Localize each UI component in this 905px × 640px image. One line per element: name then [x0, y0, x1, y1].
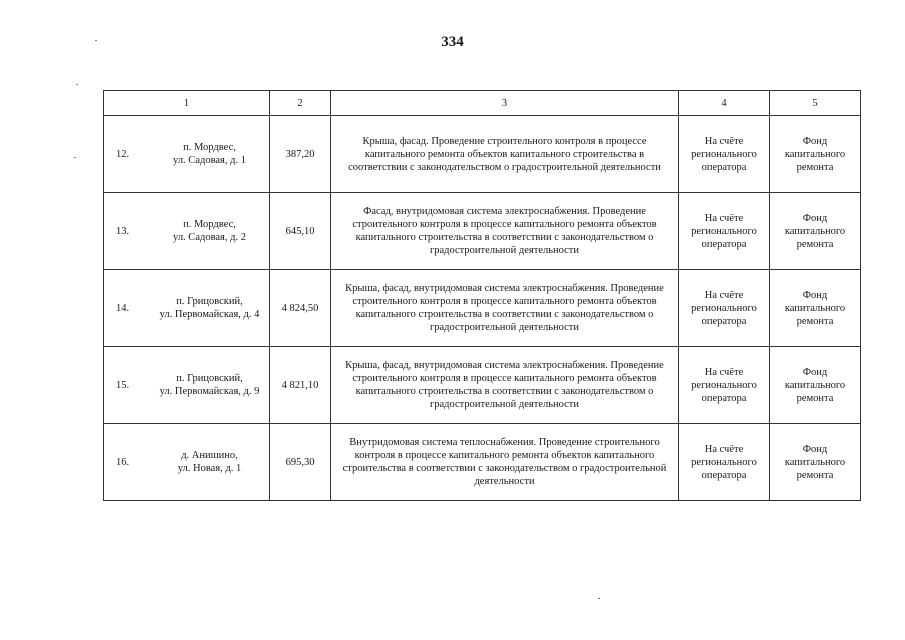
scan-speck [598, 598, 600, 599]
column-header: 2 [270, 91, 331, 116]
account-text: регионального [691, 379, 757, 391]
address-street: ул. Первомайская, д. 4 [159, 309, 260, 320]
row-number: 13. [116, 225, 130, 237]
account-text: На счёте [704, 289, 744, 301]
column-header: 3 [331, 91, 679, 116]
address-street: ул. Первомайская, д. 9 [159, 386, 260, 397]
address-street: ул. Новая, д. 1 [177, 463, 242, 474]
funding-source-text: капитального [784, 225, 846, 237]
row-number: 14. [116, 302, 130, 314]
account-text: оператора [701, 161, 747, 173]
address-cell [104, 193, 270, 270]
row-number: 15. [116, 379, 130, 391]
table-row [104, 270, 861, 347]
address-cell [104, 424, 270, 501]
scan-speck [76, 84, 78, 85]
repair-plan-table [103, 90, 861, 501]
funding-source-text: капитального [784, 379, 846, 391]
funding-source-text: капитального [784, 302, 846, 314]
column-header: 5 [770, 91, 861, 116]
account-text: регионального [691, 456, 757, 468]
funding-source-text: Фонд [802, 212, 828, 224]
account-cell [679, 424, 770, 501]
account-text: регионального [691, 302, 757, 314]
funding-source-text: ремонта [796, 238, 834, 250]
funding-source-cell [770, 116, 861, 193]
funding-source-text: Фонд [802, 366, 828, 378]
works-cell: Фасад, внутридомовая система электроснабжения. Проведение строительного контроля в процессе капитального ремонта объектов капитального строительства в соответствии с законодательством о градостроительной деятельности [331, 193, 679, 270]
area-cell: 695,30 [270, 424, 331, 501]
works-cell: Крыша, фасад, внутридомовая система электроснабжения. Проведение строительного контроля в процессе капитального ремонта объектов капитального строительства в соответствии с законодательством о градостроительной деятельности [331, 347, 679, 424]
account-text: регионального [691, 225, 757, 237]
area-cell: 387,20 [270, 116, 331, 193]
column-header: 1 [104, 91, 270, 116]
area-cell: 4 824,50 [270, 270, 331, 347]
account-text: оператора [701, 392, 747, 404]
table-row [104, 193, 861, 270]
account-text: оператора [701, 315, 747, 327]
address-locality: д. Анишино, [181, 450, 238, 461]
account-cell [679, 116, 770, 193]
address-locality: п. Грицовский, [176, 373, 243, 384]
address-locality: п. Грицовский, [176, 296, 243, 307]
funding-source-text: Фонд [802, 289, 828, 301]
account-text: оператора [701, 469, 747, 481]
scan-speck [74, 157, 76, 158]
account-text: На счёте [704, 366, 744, 378]
account-text: На счёте [704, 443, 744, 455]
table-row [104, 116, 861, 193]
row-number: 16. [116, 456, 130, 468]
works-cell: Внутридомовая система теплоснабжения. Проведение строительного контроля в процессе капитального ремонта объектов капитального строительства в соответствии с законодательством о градостроительной деятельности [331, 424, 679, 501]
funding-source-text: ремонта [796, 469, 834, 481]
funding-source-text: Фонд [802, 443, 828, 455]
funding-source-text: капитального [784, 148, 846, 160]
funding-source-cell [770, 193, 861, 270]
account-cell [679, 347, 770, 424]
funding-source-cell [770, 347, 861, 424]
table-header-row [104, 91, 861, 116]
address-cell [104, 116, 270, 193]
address-street: ул. Садовая, д. 2 [173, 232, 246, 243]
account-text: оператора [701, 238, 747, 250]
funding-source-text: капитального [784, 456, 846, 468]
account-text: На счёте [704, 135, 744, 147]
account-cell [679, 270, 770, 347]
table-row [104, 347, 861, 424]
column-header: 4 [679, 91, 770, 116]
address-locality: п. Мордвес, [183, 142, 236, 153]
address-locality: п. Мордвес, [183, 219, 236, 230]
scan-speck [95, 40, 97, 41]
address-cell [104, 347, 270, 424]
page-number: 334 [441, 34, 464, 50]
table-row [104, 424, 861, 501]
address-street: ул. Садовая, д. 1 [173, 155, 246, 166]
funding-source-text: Фонд [802, 135, 828, 147]
funding-source-cell [770, 424, 861, 501]
address-cell [104, 270, 270, 347]
area-cell: 4 821,10 [270, 347, 331, 424]
row-number: 12. [116, 148, 130, 160]
account-text: На счёте [704, 212, 744, 224]
funding-source-text: ремонта [796, 392, 834, 404]
works-cell: Крыша, фасад. Проведение строительного контроля в процессе капитального ремонта объектов капитального строительства в соответствии с законодательством о градостроительной деятельности [331, 116, 679, 193]
account-text: регионального [691, 148, 757, 160]
area-cell: 645,10 [270, 193, 331, 270]
works-cell: Крыша, фасад, внутридомовая система электроснабжения. Проведение строительного контроля в процессе капитального ремонта объектов капитального строительства в соответствии с законодательством о градостроительной деятельности [331, 270, 679, 347]
account-cell [679, 193, 770, 270]
funding-source-cell [770, 270, 861, 347]
funding-source-text: ремонта [796, 161, 834, 173]
funding-source-text: ремонта [796, 315, 834, 327]
